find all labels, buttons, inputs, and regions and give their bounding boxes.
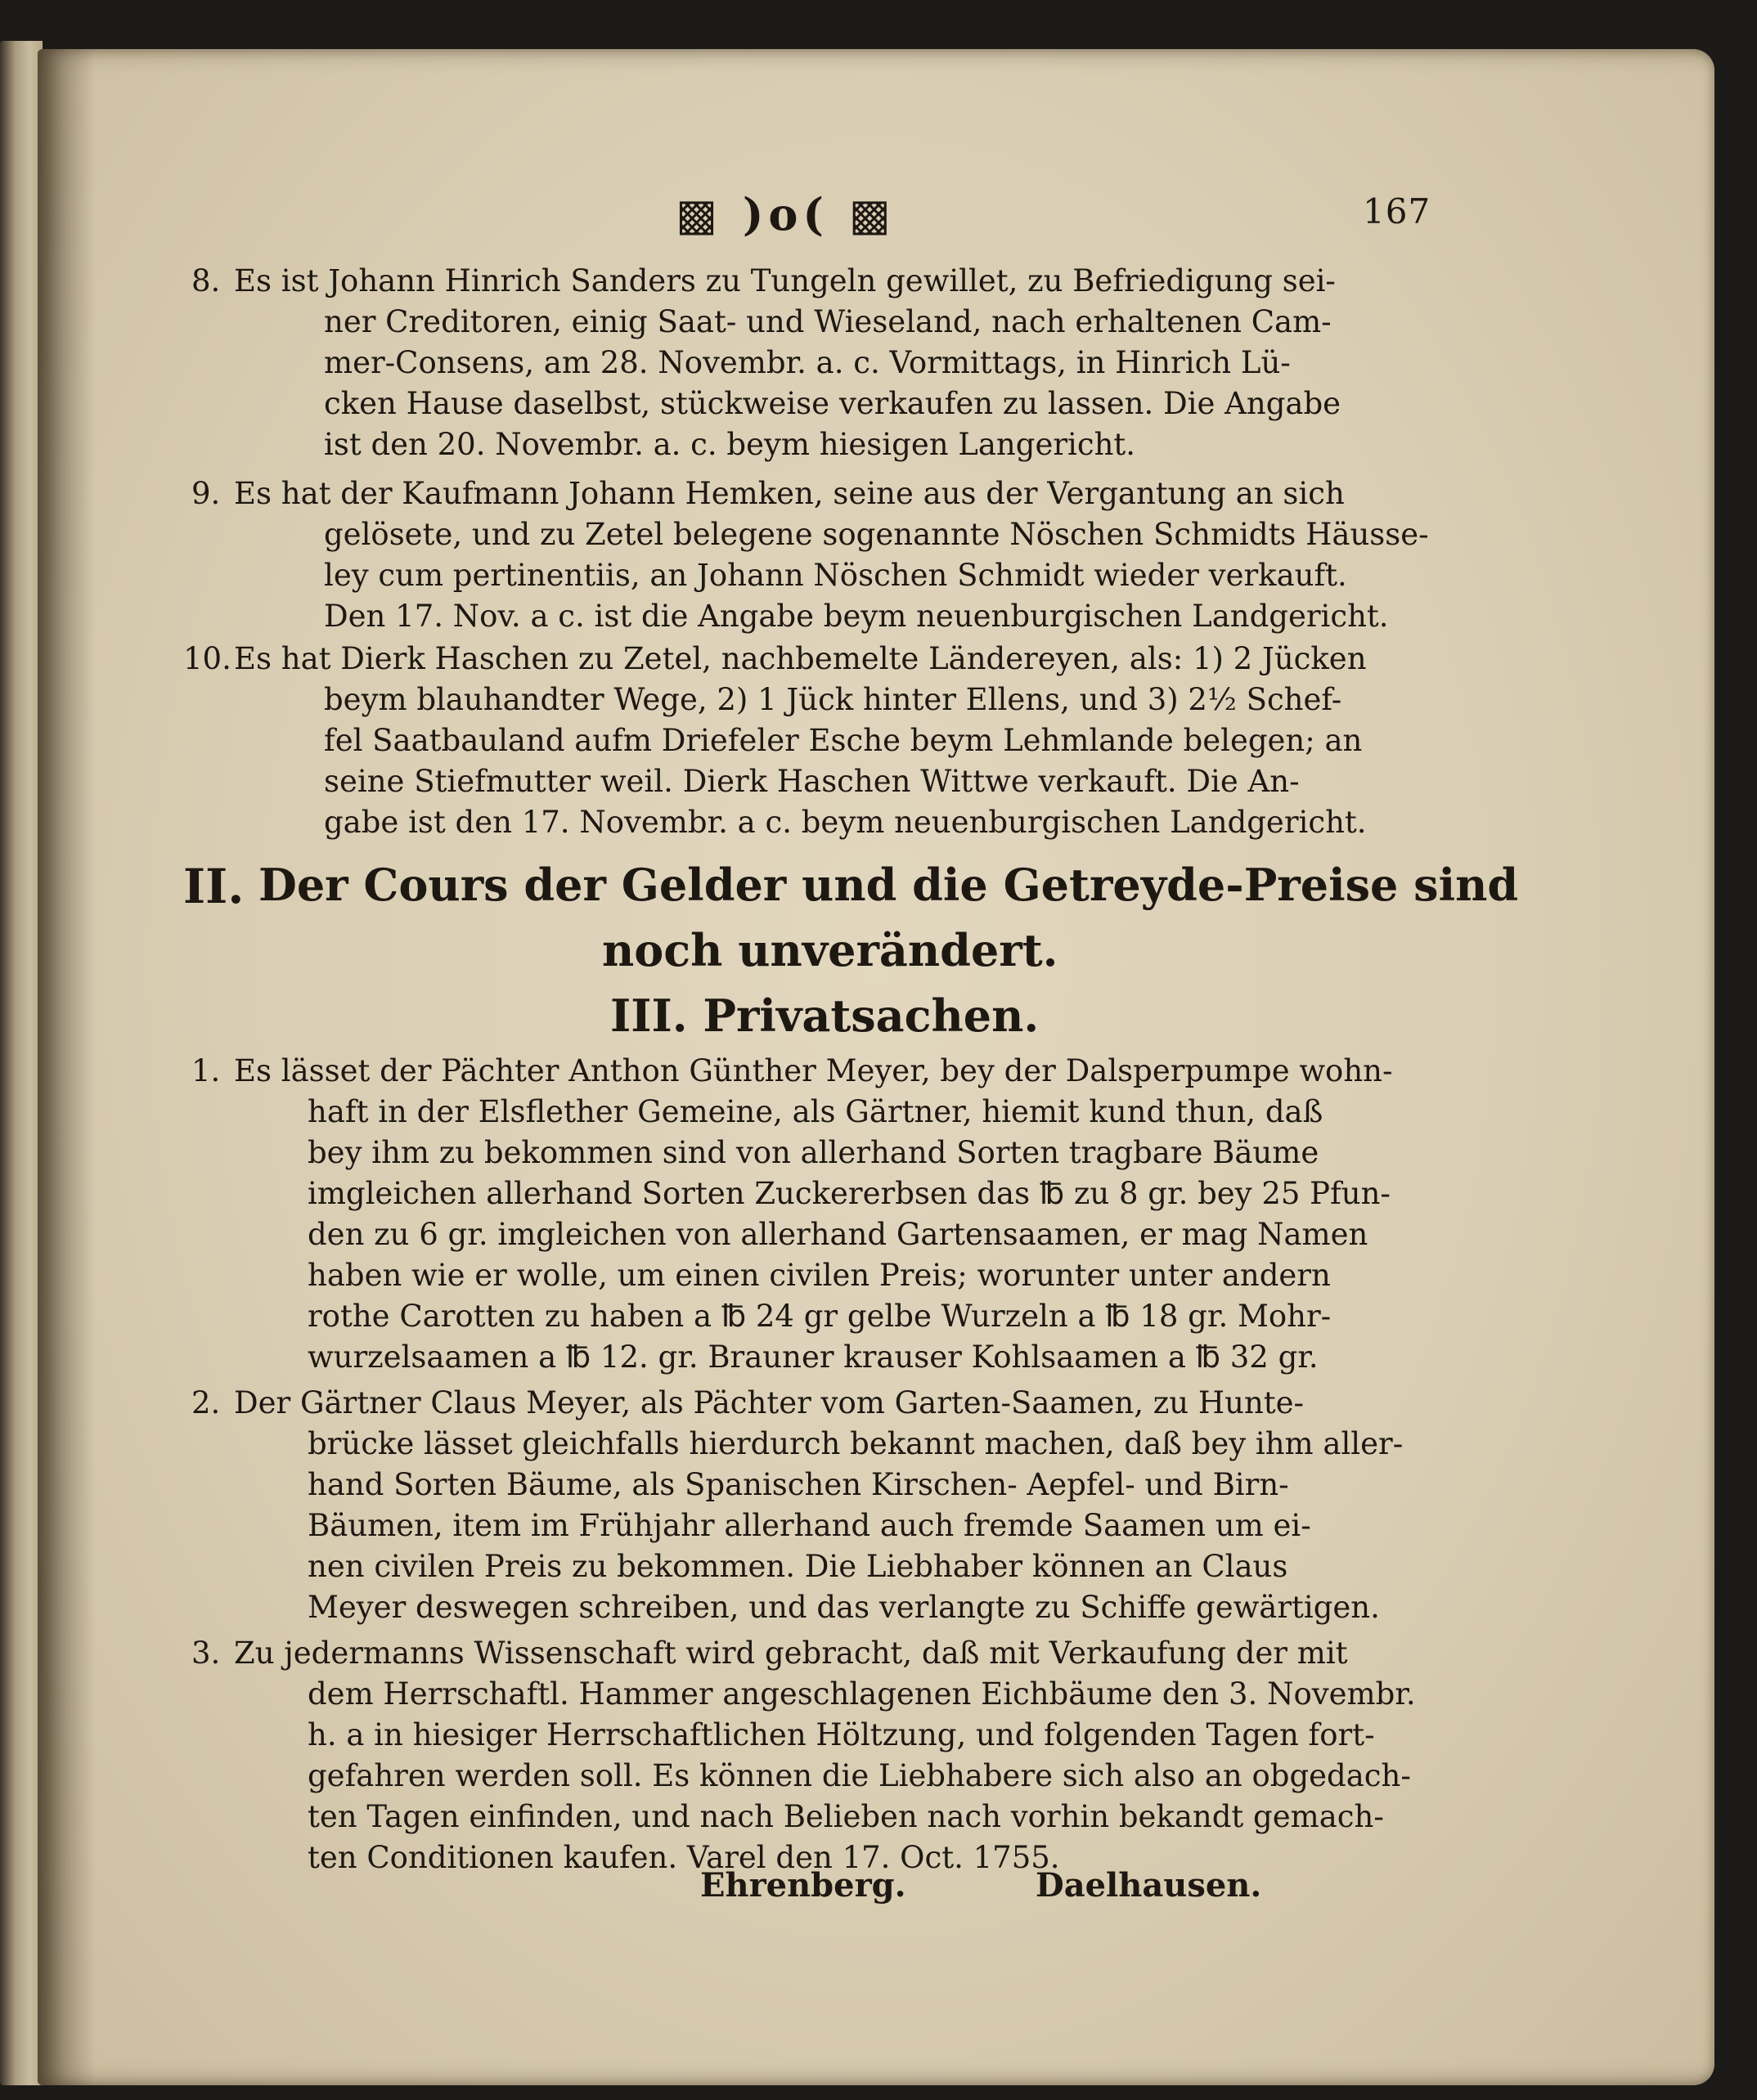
- signature-ehrenberg: Ehrenberg.: [700, 1866, 906, 1905]
- text-line: Es hat Dierk Haschen zu Zetel, nachbemelte Ländereyen, als: 1) 2 Jücken: [234, 641, 1367, 676]
- text-line: Es lässet der Pächter Anthon Günther Meyer, bey der Dalsperpumpe wohn-: [234, 1053, 1393, 1088]
- text-line: rothe Carotten zu haben a ℔ 24 gr gelbe Wurzeln a ℔ 18 gr. Mohr-: [308, 1299, 1332, 1334]
- header-ornament: ▩ )o( ▩: [676, 188, 896, 240]
- section-heading: noch unverändert.: [602, 924, 1058, 976]
- signature-daelhausen: Daelhausen.: [1036, 1866, 1262, 1905]
- text-line: gabe ist den 17. Novembr. a c. beym neuenburgischen Landgericht.: [324, 805, 1367, 840]
- text-line: imgleichen allerhand Sorten Zuckererbsen das ℔ zu 8 gr. bey 25 Pfun-: [308, 1176, 1391, 1211]
- text-line: den zu 6 gr. imgleichen von allerhand Gartensaamen, er mag Namen: [308, 1217, 1368, 1252]
- entry-number: 1.: [191, 1053, 221, 1088]
- text-line: Meyer deswegen schreiben, und das verlangte zu Schiffe gewärtigen.: [308, 1590, 1380, 1625]
- page-text: [38, 49, 1714, 2085]
- text-line: nen civilen Preis zu bekommen. Die Liebhaber können an Claus: [308, 1549, 1288, 1584]
- text-line: wurzelsaamen a ℔ 12. gr. Brauner krauser Kohlsaamen a ℔ 32 gr.: [308, 1339, 1319, 1375]
- entry-number: 9.: [191, 476, 221, 511]
- text-line: dem Herrschaftl. Hammer angeschlagenen Eichbäume den 3. Novembr.: [308, 1676, 1416, 1712]
- text-line: ley cum pertinentiis, an Johann Nöschen Schmidt wieder verkauft.: [324, 558, 1347, 593]
- entry-number: 10.: [183, 641, 231, 676]
- text-line: cken Hause daselbst, stückweise verkaufen zu lassen. Die Angabe: [324, 386, 1341, 421]
- text-line: fel Saatbauland aufm Driefeler Esche beym Lehmlande belegen; an: [324, 723, 1363, 758]
- book-page: [38, 49, 1714, 2085]
- page-number: 167: [1363, 191, 1431, 231]
- text-line: Der Gärtner Claus Meyer, als Pächter vom Garten-Saamen, zu Hunte-: [234, 1385, 1305, 1420]
- text-line: ist den 20. Novembr. a. c. beym hiesigen Langericht.: [324, 427, 1136, 462]
- text-line: hand Sorten Bäume, als Spanischen Kirschen- Aepfel- und Birn-: [308, 1467, 1289, 1502]
- entry-number: 3.: [191, 1636, 221, 1671]
- section-heading: Der Cours der Gelder und die Getreyde-Preise sind: [258, 859, 1519, 911]
- text-line: Es ist Johann Hinrich Sanders zu Tungeln gewillet, zu Befriedigung sei-: [234, 263, 1336, 298]
- page-header: [627, 188, 1445, 245]
- text-line: gefahren werden soll. Es können die Liebhabere sich also an obgedach-: [308, 1758, 1411, 1793]
- section-heading: III. Privatsachen.: [610, 989, 1040, 1042]
- heading-number: II.: [183, 859, 245, 914]
- text-line: seine Stiefmutter weil. Dierk Haschen Wittwe verkauft. Die An-: [324, 764, 1300, 799]
- entry-number: 8.: [191, 263, 221, 298]
- text-line: bey ihm zu bekommen sind von allerhand Sorten tragbare Bäume: [308, 1135, 1319, 1170]
- entry-number: 2.: [191, 1385, 221, 1420]
- text-line: ner Creditoren, einig Saat- und Wieseland, nach erhaltenen Cam-: [324, 304, 1332, 339]
- left-page-edge: [0, 41, 43, 2085]
- text-line: ten Tagen einfinden, und nach Belieben nach vorhin bekandt gemach-: [308, 1799, 1384, 1834]
- text-line: Den 17. Nov. a c. ist die Angabe beym neuenburgischen Landgericht.: [324, 599, 1389, 634]
- text-line: Bäumen, item im Frühjahr allerhand auch fremde Saamen um ei-: [308, 1508, 1311, 1543]
- text-line: ten Conditionen kaufen. Varel den 17. Oct. 1755.: [308, 1840, 1060, 1875]
- text-line: gelösete, und zu Zetel belegene sogenannte Nöschen Schmidts Häusse-: [324, 517, 1429, 552]
- text-line: Es hat der Kaufmann Johann Hemken, seine aus der Vergantung an sich: [234, 476, 1345, 511]
- text-line: h. a in hiesiger Herrschaftlichen Höltzung, und folgenden Tagen fort-: [308, 1717, 1375, 1752]
- text-line: haft in der Elsflether Gemeine, als Gärtner, hiemit kund thun, daß: [308, 1094, 1323, 1129]
- text-line: Zu jedermanns Wissenschaft wird gebracht, daß mit Verkaufung der mit: [234, 1636, 1348, 1671]
- text-line: haben wie er wolle, um einen civilen Preis; worunter unter andern: [308, 1258, 1331, 1293]
- text-line: brücke lässet gleichfalls hierdurch bekannt machen, daß bey ihm aller-: [308, 1426, 1404, 1461]
- text-line: mer-Consens, am 28. Novembr. a. c. Vormittags, in Hinrich Lü-: [324, 345, 1291, 380]
- text-line: beym blauhandter Wege, 2) 1 Jück hinter Ellens, und 3) 2½ Schef-: [324, 682, 1342, 717]
